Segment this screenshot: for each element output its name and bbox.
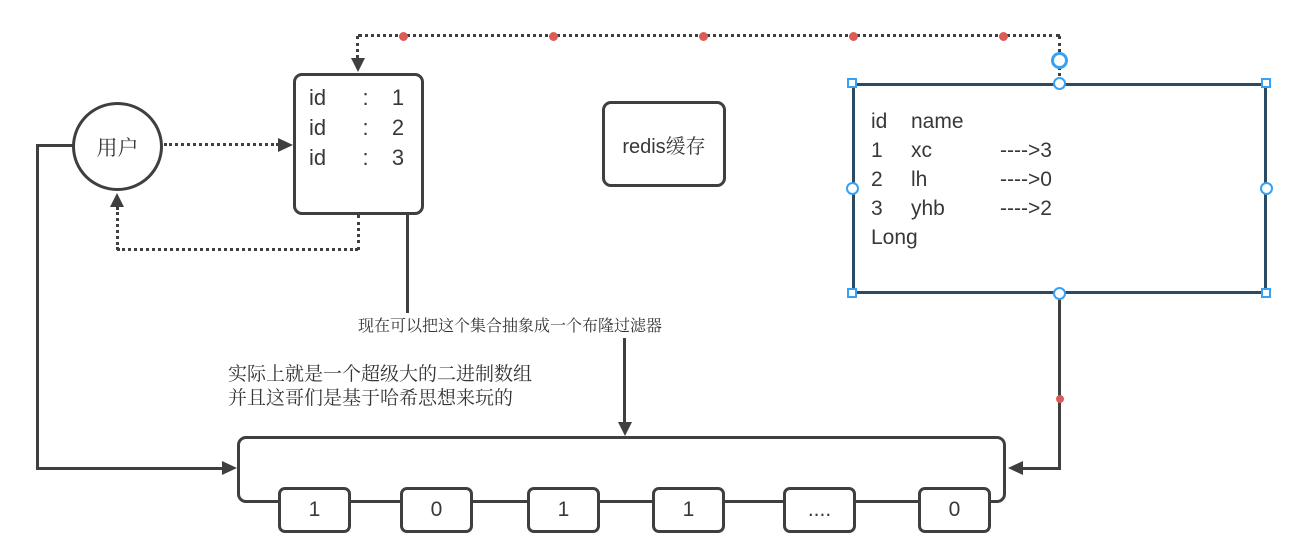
redis-cache-box[interactable] bbox=[602, 101, 726, 187]
connector-segment[interactable] bbox=[36, 467, 223, 470]
id-sep: : bbox=[362, 85, 369, 110]
connector-segment[interactable] bbox=[116, 207, 119, 250]
bit-cell[interactable] bbox=[278, 487, 351, 533]
connector-segment[interactable] bbox=[1021, 467, 1060, 470]
record-row bbox=[871, 136, 1264, 165]
connector-segment[interactable] bbox=[36, 144, 39, 470]
bit-cell[interactable] bbox=[783, 487, 856, 533]
waypoint-dot bbox=[999, 32, 1008, 41]
bit-cell-value: .... bbox=[807, 498, 832, 521]
resize-handle-ne[interactable] bbox=[1261, 78, 1271, 88]
resize-handle-sw[interactable] bbox=[847, 288, 857, 298]
connector-segment[interactable] bbox=[37, 144, 73, 147]
connector-segment[interactable] bbox=[358, 34, 1060, 37]
record-cell: 2 bbox=[871, 168, 883, 191]
id-row bbox=[309, 113, 421, 143]
bit-cell[interactable] bbox=[527, 487, 600, 533]
waypoint-dot bbox=[549, 32, 558, 41]
id-key: id bbox=[309, 115, 327, 140]
resize-handle-e[interactable] bbox=[1260, 182, 1273, 195]
arrowhead-down-icon bbox=[351, 58, 365, 72]
record-cell: Long bbox=[871, 226, 918, 249]
bit-cell[interactable] bbox=[918, 487, 991, 533]
record-cell: yhb bbox=[911, 197, 945, 220]
arrowhead-right-icon bbox=[278, 138, 293, 152]
connector-segment[interactable] bbox=[357, 215, 360, 250]
bit-cell[interactable] bbox=[400, 487, 473, 533]
record-cell: 1 bbox=[871, 139, 883, 162]
arrowhead-left-icon bbox=[1008, 461, 1023, 475]
id-sep: : bbox=[362, 115, 369, 140]
connector-segment[interactable] bbox=[1058, 295, 1061, 470]
edge-endpoint-handle[interactable] bbox=[1051, 52, 1068, 69]
record-row bbox=[871, 165, 1264, 194]
resize-handle-s[interactable] bbox=[1053, 287, 1066, 300]
record-cell: ---->3 bbox=[1000, 139, 1052, 162]
resize-handle-w[interactable] bbox=[846, 182, 859, 195]
bit-cell-value: 1 bbox=[308, 498, 321, 521]
resize-handle-se[interactable] bbox=[1261, 288, 1271, 298]
connector-segment[interactable] bbox=[164, 143, 279, 146]
record-cell: id bbox=[871, 110, 888, 133]
arrowhead-up-icon bbox=[110, 193, 124, 207]
record-cell: xc bbox=[911, 139, 932, 162]
record-row bbox=[871, 223, 1264, 252]
bloom-filter-note[interactable]: 现在可以把这个集合抽象成一个布隆过滤器 bbox=[358, 318, 663, 335]
resize-handle-nw[interactable] bbox=[847, 78, 857, 88]
bit-cell-value: 0 bbox=[948, 498, 961, 521]
user-circle-shape[interactable] bbox=[72, 102, 163, 191]
record-row bbox=[871, 194, 1264, 223]
connector-segment[interactable] bbox=[623, 338, 626, 422]
waypoint-dot bbox=[399, 32, 408, 41]
record-row bbox=[871, 107, 1264, 136]
binary-array-note-line1: 实际上就是一个超级大的二进制数组 bbox=[228, 364, 533, 385]
waypoint-dot bbox=[849, 32, 858, 41]
bit-array-container[interactable] bbox=[237, 436, 1006, 503]
bit-cell[interactable] bbox=[652, 487, 725, 533]
record-cell: ---->0 bbox=[1000, 168, 1052, 191]
arrowhead-right-icon bbox=[222, 461, 237, 475]
id-value: 2 bbox=[391, 115, 405, 140]
record-cell: lh bbox=[911, 168, 928, 191]
id-row bbox=[309, 83, 421, 113]
id-sep: : bbox=[362, 145, 369, 170]
resize-handle-n[interactable] bbox=[1053, 77, 1066, 90]
record-table-box[interactable] bbox=[852, 83, 1267, 294]
connector-segment[interactable] bbox=[117, 248, 358, 251]
id-key: id bbox=[309, 85, 327, 110]
id-value: 3 bbox=[391, 145, 405, 170]
bit-cell-value: 1 bbox=[682, 498, 695, 521]
redis-cache-label: redis缓存 bbox=[622, 135, 706, 158]
record-cell: name bbox=[911, 110, 964, 133]
connector-idbox-to-note[interactable] bbox=[406, 215, 409, 313]
binary-array-note[interactable] bbox=[228, 363, 532, 411]
waypoint-dot bbox=[699, 32, 708, 41]
record-cell: 3 bbox=[871, 197, 883, 220]
record-cell: ---->2 bbox=[1000, 197, 1052, 220]
id-row bbox=[309, 143, 421, 173]
binary-array-note-line2: 并且这哥们是基于哈希思想来玩的 bbox=[228, 388, 514, 409]
id-value: 1 bbox=[391, 85, 405, 110]
bit-cell-value: 1 bbox=[557, 498, 570, 521]
waypoint-dot bbox=[1056, 395, 1064, 403]
arrowhead-down-icon bbox=[618, 422, 632, 436]
id-key: id bbox=[309, 145, 327, 170]
id-list-box[interactable] bbox=[293, 73, 424, 215]
user-circle-label: 用户 bbox=[96, 136, 139, 160]
connector-segment[interactable] bbox=[356, 36, 359, 58]
bit-cell-value: 0 bbox=[430, 498, 443, 521]
